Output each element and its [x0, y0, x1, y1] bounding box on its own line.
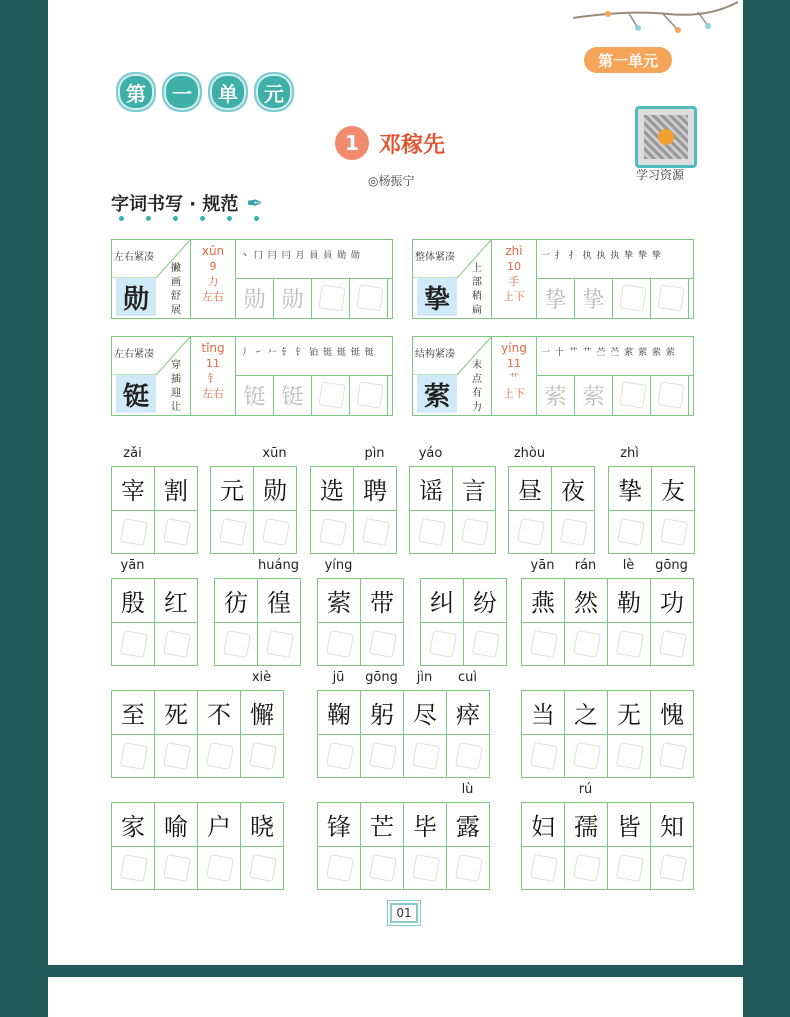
word-character: 彷: [215, 579, 257, 623]
practice-cell[interactable]: [318, 735, 360, 777]
section-heading: [111, 190, 263, 216]
word-cell[interactable]: [404, 803, 447, 889]
radical: 手: [508, 275, 520, 288]
word-group: [111, 446, 198, 554]
word-character: 选: [311, 467, 353, 511]
word-pinyin: yān: [530, 558, 555, 573]
lesson-title: 邓稼先: [379, 131, 446, 158]
word-pinyin: [111, 670, 154, 690]
word-pinyin: rán: [574, 558, 597, 573]
structure-label: 左右紧凑: [114, 252, 154, 263]
workbook-page: [48, 0, 743, 965]
word-cell[interactable]: [651, 691, 694, 777]
word-character: 言: [453, 467, 495, 511]
stroke-order: 丿 ㇀ 𠂉 钅 钅 铂 铤 铤 铤 铤: [240, 348, 375, 358]
structure-label: 左右紧凑: [114, 349, 154, 360]
radical: 艹: [508, 372, 520, 385]
word-character: 夜: [552, 467, 594, 511]
word-cell[interactable]: [318, 803, 361, 889]
practice-cell[interactable]: [447, 847, 489, 889]
practice-cell[interactable]: [354, 511, 396, 553]
word-character: 燕: [522, 579, 564, 623]
practice-cell[interactable]: [350, 278, 388, 318]
word-pinyin: lè: [622, 558, 635, 573]
word-character: 瘁: [447, 691, 489, 735]
word-character: 户: [198, 803, 240, 847]
practice-cell[interactable]: [198, 735, 240, 777]
word-group: [317, 558, 404, 666]
unit-title-char: 一: [162, 72, 202, 112]
word-pinyin: [154, 670, 197, 690]
layout-type: 上下: [503, 290, 525, 303]
word-cell[interactable]: [608, 803, 651, 889]
section-title: 字词书写 · 规范: [111, 194, 239, 215]
word-group: [111, 782, 284, 890]
word-character: 懈: [241, 691, 283, 735]
practice-cell[interactable]: [565, 623, 607, 665]
practice-cell[interactable]: [509, 511, 551, 553]
word-group: [210, 446, 297, 554]
word-pinyin: [651, 446, 694, 466]
word-pinyin: [197, 782, 240, 802]
word-character: 挚: [609, 467, 651, 511]
word-cell[interactable]: [522, 803, 565, 889]
word-character: 皆: [608, 803, 650, 847]
word-pinyin: cuì: [458, 670, 477, 685]
character-info: [190, 240, 236, 318]
pinyin: yíng: [501, 341, 527, 355]
word-group: [521, 782, 694, 890]
practice-cell[interactable]: [652, 511, 694, 553]
character-info: [491, 240, 537, 318]
practice-cell[interactable]: [608, 623, 650, 665]
practice-cell[interactable]: [421, 623, 463, 665]
word-character: 知: [651, 803, 693, 847]
word-group: [111, 558, 198, 666]
word-group: [521, 670, 694, 778]
word-cell[interactable]: [453, 467, 496, 553]
unit-title-char: 元: [254, 72, 294, 112]
practice-cell[interactable]: [651, 278, 689, 318]
word-cell[interactable]: [311, 467, 354, 553]
unit-title-char: 第: [116, 72, 156, 112]
word-character: 割: [155, 467, 197, 511]
word-cell[interactable]: [211, 467, 254, 553]
word-cell[interactable]: [447, 803, 490, 889]
practice-cell[interactable]: [453, 511, 495, 553]
radical: 钅: [207, 372, 219, 385]
word-pinyin: [650, 782, 693, 802]
practice-cell[interactable]: [608, 847, 650, 889]
word-cell[interactable]: [361, 691, 404, 777]
word-pinyin: [521, 782, 564, 802]
practice-cell[interactable]: [312, 375, 350, 415]
word-pinyin: [154, 782, 197, 802]
stroke-order: 一 十 艹 艹 苎 苎 萦 萦 萦 萦: [541, 348, 676, 358]
word-pinyin: [310, 446, 353, 466]
word-pinyin: yáo: [418, 446, 443, 461]
word-group: [508, 446, 595, 554]
word-character: 之: [565, 691, 607, 735]
trace-cell[interactable]: 挚: [537, 278, 575, 318]
unit-title: [116, 72, 294, 112]
word-cell[interactable]: [258, 579, 301, 665]
word-character: 谣: [410, 467, 452, 511]
practice-cell[interactable]: [155, 511, 197, 553]
word-pinyin: [607, 782, 650, 802]
word-character: 纷: [464, 579, 506, 623]
layout-type: 左右: [202, 290, 224, 303]
lesson-heading: [335, 126, 445, 160]
word-character: 尽: [404, 691, 446, 735]
writing-tip: 上部稍扁: [472, 263, 482, 316]
practice-cell[interactable]: [112, 511, 154, 553]
word-pinyin: huáng: [258, 558, 299, 573]
word-cell[interactable]: [421, 579, 464, 665]
word-group: [214, 558, 301, 666]
branch-decoration-icon: [568, 0, 743, 40]
word-pinyin: [551, 446, 594, 466]
word-character: 友: [652, 467, 694, 511]
practice-cell[interactable]: [155, 623, 197, 665]
character-card: [111, 239, 393, 319]
word-group: [409, 446, 496, 554]
practice-cell[interactable]: [211, 511, 253, 553]
word-character: 家: [112, 803, 154, 847]
word-pinyin: yān: [120, 558, 145, 573]
trace-cell[interactable]: 勋: [236, 278, 274, 318]
practice-cell[interactable]: [552, 511, 594, 553]
word-group: [608, 446, 695, 554]
word-pinyin: xiè: [251, 670, 272, 685]
word-character: 当: [522, 691, 564, 735]
word-group: [317, 782, 490, 890]
practice-cell[interactable]: [651, 623, 693, 665]
word-pinyin: jū: [332, 670, 345, 685]
word-pinyin: [463, 558, 506, 578]
trace-cell[interactable]: 铤: [236, 375, 274, 415]
word-pinyin: [452, 446, 495, 466]
word-cell[interactable]: [318, 579, 361, 665]
word-group: [420, 558, 507, 666]
word-cell[interactable]: [198, 803, 241, 889]
word-pinyin: [210, 446, 253, 466]
practice-cell[interactable]: [522, 623, 564, 665]
word-pinyin: [420, 558, 463, 578]
word-character: 死: [155, 691, 197, 735]
word-pinyin: [403, 782, 446, 802]
word-cell[interactable]: [112, 803, 155, 889]
word-character: 无: [608, 691, 650, 735]
character-card: [412, 239, 694, 319]
word-character: 勒: [608, 579, 650, 623]
layout-type: 左右: [202, 387, 224, 400]
practice-cell[interactable]: [464, 623, 506, 665]
practice-cell[interactable]: [651, 847, 693, 889]
word-pinyin: xūn: [262, 446, 287, 461]
word-pinyin: zǎi: [123, 446, 142, 461]
practice-cell[interactable]: [241, 735, 283, 777]
word-cell[interactable]: [112, 467, 155, 553]
stroke-count: 11: [206, 357, 220, 370]
word-cell[interactable]: [609, 467, 652, 553]
trace-cell[interactable]: 萦: [537, 375, 575, 415]
word-cell[interactable]: [565, 691, 608, 777]
next-page-edge: [48, 977, 743, 1017]
trace-cell[interactable]: 萦: [575, 375, 613, 415]
unit-tag: 第一单元: [584, 47, 672, 73]
trace-cell[interactable]: 勋: [274, 278, 312, 318]
practice-cell[interactable]: [350, 375, 388, 415]
practice-cell[interactable]: [565, 847, 607, 889]
word-pinyin: [564, 670, 607, 690]
lesson-author: ◎杨振宁: [368, 174, 415, 188]
word-pinyin: gōng: [655, 558, 688, 573]
word-cell[interactable]: [608, 691, 651, 777]
layout-type: 上下: [503, 387, 525, 400]
character-card: [412, 336, 694, 416]
practice-cell[interactable]: [361, 847, 403, 889]
word-cell[interactable]: [361, 579, 404, 665]
pinyin: zhì: [505, 244, 523, 258]
word-character: 晓: [241, 803, 283, 847]
word-character: 殷: [112, 579, 154, 623]
character-info: [190, 337, 236, 415]
word-character: 徨: [258, 579, 300, 623]
model-character: 铤: [116, 375, 156, 413]
word-character: 芒: [361, 803, 403, 847]
lesson-number: 1: [335, 126, 369, 160]
practice-cell[interactable]: [522, 847, 564, 889]
word-pinyin: [607, 670, 650, 690]
practice-cell[interactable]: [565, 735, 607, 777]
word-cell[interactable]: [509, 467, 552, 553]
word-character: 带: [361, 579, 403, 623]
word-pinyin: [360, 782, 403, 802]
practice-cell[interactable]: [651, 735, 693, 777]
practice-cell[interactable]: [112, 847, 154, 889]
word-cell[interactable]: [464, 579, 507, 665]
word-cell[interactable]: [318, 691, 361, 777]
word-group: [310, 446, 397, 554]
word-cell[interactable]: [354, 467, 397, 553]
word-pinyin: zhòu: [513, 446, 546, 461]
word-character: 鞠: [318, 691, 360, 735]
word-pinyin: [154, 446, 197, 466]
word-character: 孺: [565, 803, 607, 847]
word-character: 妇: [522, 803, 564, 847]
practice-cell[interactable]: [608, 735, 650, 777]
word-character: 红: [155, 579, 197, 623]
word-character: 不: [198, 691, 240, 735]
word-pinyin: lù: [461, 782, 474, 797]
word-pinyin: pìn: [364, 446, 385, 461]
word-cell[interactable]: [155, 691, 198, 777]
word-cell[interactable]: [198, 691, 241, 777]
practice-cell[interactable]: [522, 735, 564, 777]
word-cell[interactable]: [112, 579, 155, 665]
word-group: [521, 558, 694, 666]
word-character: 锋: [318, 803, 360, 847]
word-character: 露: [447, 803, 489, 847]
model-character: 勋: [116, 278, 156, 316]
practice-cell[interactable]: [198, 847, 240, 889]
structure-label: 整体紧凑: [415, 252, 455, 263]
writing-tip: 末点有力: [472, 360, 482, 413]
word-character: 昼: [509, 467, 551, 511]
word-cell[interactable]: [651, 579, 694, 665]
writing-tip: 撇画舒展: [171, 263, 181, 316]
word-pinyin: [521, 670, 564, 690]
word-cell[interactable]: [565, 579, 608, 665]
word-pinyin: yíng: [324, 558, 353, 573]
practice-cell[interactable]: [254, 511, 296, 553]
page-number: 01: [390, 903, 418, 923]
word-cell[interactable]: [155, 803, 198, 889]
word-cell[interactable]: [361, 803, 404, 889]
word-cell[interactable]: [447, 691, 490, 777]
trace-cell[interactable]: 铤: [274, 375, 312, 415]
practice-cell[interactable]: [651, 375, 689, 415]
word-cell[interactable]: [241, 803, 284, 889]
practice-cell[interactable]: [361, 735, 403, 777]
word-cell[interactable]: [608, 579, 651, 665]
model-character: 挚: [417, 278, 457, 316]
word-character: 萦: [318, 579, 360, 623]
practice-cell[interactable]: [404, 847, 446, 889]
word-character: 聘: [354, 467, 396, 511]
word-cell[interactable]: [410, 467, 453, 553]
practice-cell[interactable]: [155, 735, 197, 777]
word-pinyin: [360, 558, 403, 578]
practice-cell[interactable]: [318, 847, 360, 889]
practice-cell[interactable]: [241, 847, 283, 889]
word-cell[interactable]: [241, 691, 284, 777]
word-pinyin: [197, 670, 240, 690]
word-cell[interactable]: [404, 691, 447, 777]
word-cell[interactable]: [254, 467, 297, 553]
practice-cell[interactable]: [613, 375, 651, 415]
word-cell[interactable]: [522, 691, 565, 777]
stroke-order: 丶 冂 冃 冃 月 員 員 勋 勋: [240, 251, 361, 261]
word-cell[interactable]: [522, 579, 565, 665]
word-pinyin: [317, 782, 360, 802]
word-cell[interactable]: [552, 467, 595, 553]
word-pinyin: [650, 670, 693, 690]
word-character: 功: [651, 579, 693, 623]
word-pinyin: zhì: [620, 446, 639, 461]
qr-label: 学习资源: [636, 168, 685, 182]
practice-cell[interactable]: [410, 511, 452, 553]
word-pinyin: jìn: [416, 670, 433, 685]
practice-cell[interactable]: [609, 511, 651, 553]
practice-cell[interactable]: [112, 735, 154, 777]
word-pinyin: rú: [578, 782, 593, 797]
practice-cell[interactable]: [155, 847, 197, 889]
unit-title-char: 单: [208, 72, 248, 112]
word-cell[interactable]: [565, 803, 608, 889]
word-character: 纠: [421, 579, 463, 623]
stroke-count: 11: [507, 357, 521, 370]
word-cell[interactable]: [215, 579, 258, 665]
practice-cell[interactable]: [112, 623, 154, 665]
stroke-count: 10: [507, 260, 521, 273]
word-cell[interactable]: [652, 467, 695, 553]
word-pinyin: [214, 558, 257, 578]
character-card: [111, 336, 393, 416]
practice-cell[interactable]: [404, 735, 446, 777]
practice-cell[interactable]: [258, 623, 300, 665]
model-character: 萦: [417, 375, 457, 413]
practice-cell[interactable]: [311, 511, 353, 553]
word-character: 然: [565, 579, 607, 623]
word-character: 宰: [112, 467, 154, 511]
practice-cell[interactable]: [447, 735, 489, 777]
practice-cell[interactable]: [215, 623, 257, 665]
qr-code-icon[interactable]: [635, 106, 697, 168]
character-info: [491, 337, 537, 415]
word-group: [317, 670, 490, 778]
stroke-order: 一 扌 扌 执 执 执 挚 挚 挚: [541, 251, 662, 261]
word-character: 毕: [404, 803, 446, 847]
word-pinyin: [154, 558, 197, 578]
word-pinyin: gōng: [365, 670, 398, 685]
word-group: [111, 670, 284, 778]
trace-cell[interactable]: 挚: [575, 278, 613, 318]
pinyin: xūn: [201, 244, 225, 258]
word-character: 勋: [254, 467, 296, 511]
word-cell[interactable]: [112, 691, 155, 777]
word-pinyin: [240, 782, 283, 802]
word-pinyin: [111, 782, 154, 802]
word-character: 元: [211, 467, 253, 511]
practice-cell[interactable]: [318, 623, 360, 665]
word-cell[interactable]: [155, 579, 198, 665]
word-cell[interactable]: [651, 803, 694, 889]
pinyin: tǐng: [201, 341, 225, 355]
word-character: 至: [112, 691, 154, 735]
word-character: 愧: [651, 691, 693, 735]
stroke-count: 9: [209, 260, 217, 273]
radical: 力: [207, 275, 219, 288]
word-cell[interactable]: [155, 467, 198, 553]
practice-cell[interactable]: [361, 623, 403, 665]
feather-pen-icon: ✒: [246, 191, 264, 215]
writing-tip: 穿插迎让: [171, 360, 181, 413]
practice-cell[interactable]: [613, 278, 651, 318]
word-character: 躬: [361, 691, 403, 735]
practice-cell[interactable]: [312, 278, 350, 318]
structure-label: 结构紧凑: [415, 349, 455, 360]
word-character: 喻: [155, 803, 197, 847]
